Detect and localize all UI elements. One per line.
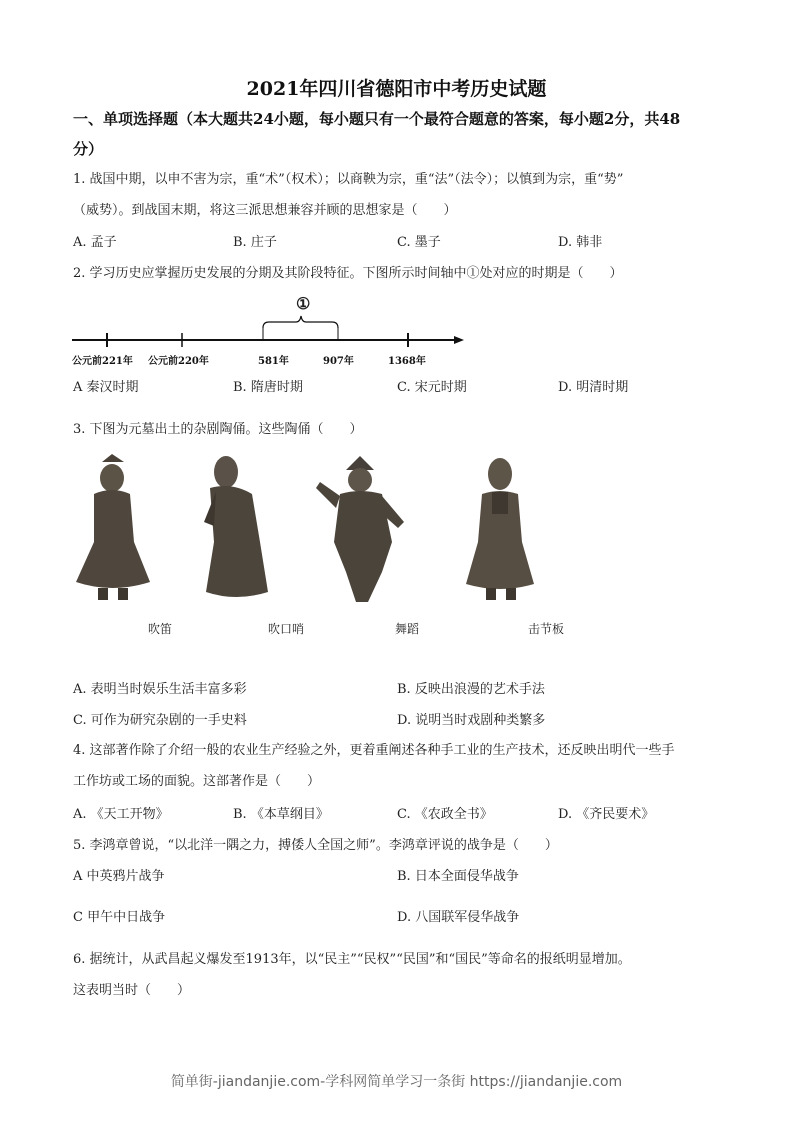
figure-caption: 吹口哨 (268, 622, 305, 636)
tick-label: 1368年 (388, 356, 426, 367)
figurine-image-whistle (196, 452, 276, 604)
timeline-diagram (70, 292, 470, 352)
q4-stem: 4. 这部著作除了介绍一般的农业生产经验之外，更着重阐述各种手工业的生产技术，还反映出明代一些手 (73, 743, 675, 758)
q6-stem: 6. 据统计，从武昌起义爆发至1913年，以“民主”“民权”“民国”和“国民”等命名的报纸明显增加。 (73, 952, 631, 967)
q4-option-a: A. 《天工开物》 (73, 807, 169, 822)
page-title: 2021年四川省德阳市中考历史试题 (246, 78, 547, 100)
figure-caption: 舞蹈 (395, 622, 420, 636)
figurine-image-flute (72, 452, 154, 604)
section-heading-cont: 分） (73, 140, 104, 158)
q5-option-d: D. 八国联军侵华战争 (397, 910, 520, 925)
q2-option-a: A 秦汉时期 (73, 380, 139, 395)
timeline-arrow-icon (454, 336, 464, 344)
q2-option-b: B. 隋唐时期 (233, 380, 303, 395)
q3-option-d: D. 说明当时戏剧种类繁多 (397, 713, 546, 728)
footer-watermark: 简单街-jiandanjie.com-学科网简单学习一条街 https://jiandanjie.com (170, 1074, 623, 1090)
q3-stem: 3. 下图为元墓出土的杂剧陶俑。这些陶俑（ ） (73, 422, 363, 437)
q3-option-b: B. 反映出浪漫的艺术手法 (397, 682, 545, 697)
tick-label: 581年 (258, 356, 289, 367)
q5-option-c: C 甲午中日战争 (73, 910, 166, 925)
q5-option-b: B. 日本全面侵华战争 (397, 869, 519, 884)
q1-stem-cont: （威势）。到战国末期，将这三派思想兼容并顾的思想家是（ ） (73, 203, 457, 218)
figurine-image-dance (312, 452, 412, 604)
q2-option-d: D. 明清时期 (558, 380, 629, 395)
q4-stem-cont: 工作坊或工场的面貌。这部著作是（ ） (73, 774, 321, 789)
q4-option-b: B. 《本草纲目》 (233, 807, 329, 822)
tick-label: 907年 (323, 356, 354, 367)
q1-option-d: D. 韩非 (558, 235, 603, 250)
q2-option-c: C. 宋元时期 (397, 380, 467, 395)
q1-stem: 1. 战国中期，以申不害为宗，重“术”（权术）；以商鞅为宗，重“法”（法令）；以慎到为宗，重“势” (73, 172, 624, 187)
figure-caption: 吹笛 (148, 622, 173, 636)
q6-stem-cont: 这表明当时（ ） (73, 983, 191, 998)
timeline-marker: ① (296, 294, 311, 313)
q4-option-c: C. 《农政全书》 (397, 807, 493, 822)
figurine-image-clapper (460, 452, 540, 604)
brace (263, 316, 338, 328)
q1-option-b: B. 庄子 (233, 235, 277, 250)
q5-option-a: A 中英鸦片战争 (73, 869, 165, 884)
figure-caption: 击节板 (528, 622, 565, 636)
q2-stem: 2. 学习历史应掌握历史发展的分期及其阶段特征。下图所示时间轴中①处对应的时期是（ ） (73, 266, 623, 281)
q1-option-a: A. 孟子 (73, 235, 117, 250)
q3-option-c: C. 可作为研究杂剧的一手史料 (73, 713, 247, 728)
tick-label: 公元前221年 (72, 356, 133, 367)
tick-label: 公元前220年 (148, 356, 209, 367)
section-heading: 一、单项选择题（本大题共24小题，每小题只有一个最符合题意的答案，每小题2分，共48 (73, 110, 681, 128)
q4-option-d: D. 《齐民要术》 (558, 807, 655, 822)
q5-stem: 5. 李鸿章曾说，“以北洋一隅之力，搏倭人全国之师”。李鸿章评说的战争是（ ） (73, 838, 558, 853)
q1-option-c: C. 墨子 (397, 235, 441, 250)
q3-option-a: A. 表明当时娱乐生活丰富多彩 (73, 682, 247, 697)
